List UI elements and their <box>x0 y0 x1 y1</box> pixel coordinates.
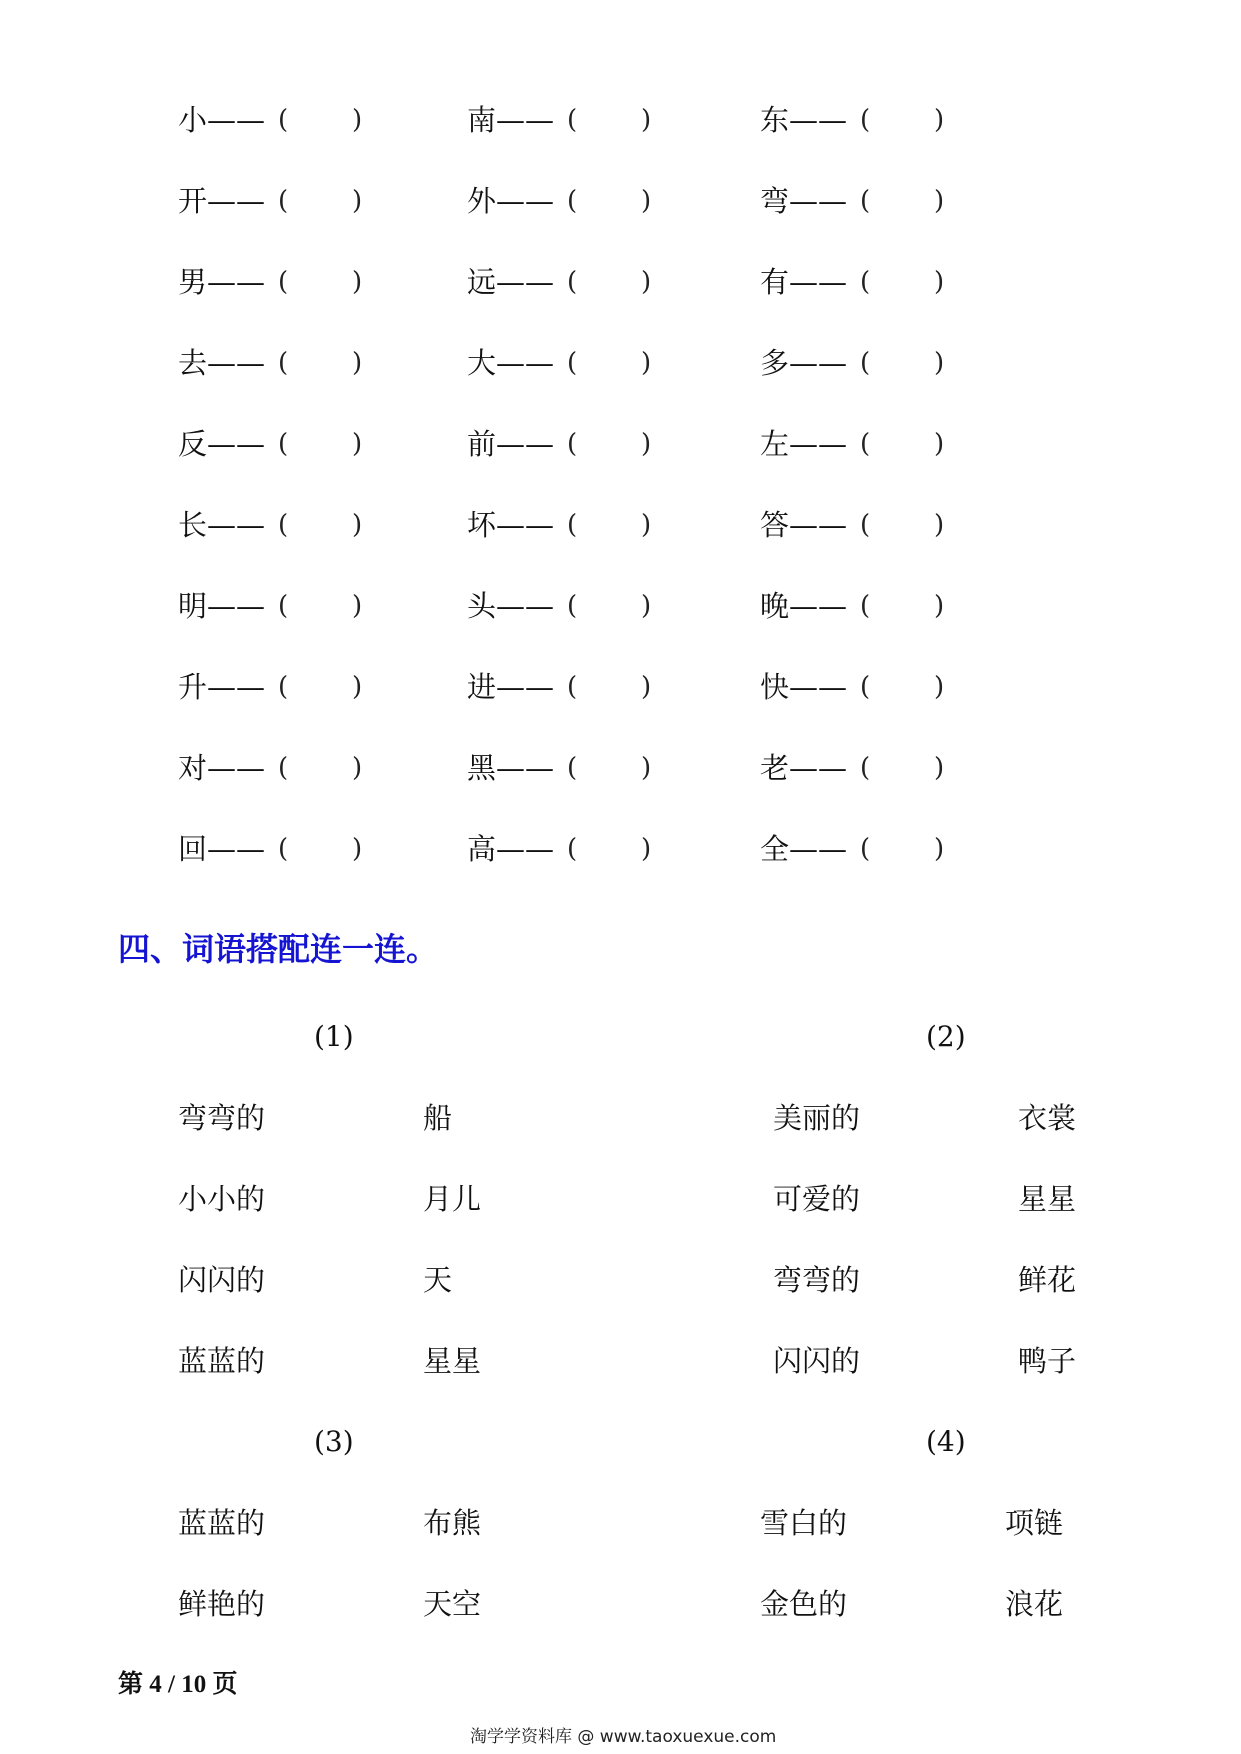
paren-close: ) <box>352 267 363 297</box>
paren-open: ( <box>278 591 289 621</box>
antonym-prompt: 对—— <box>178 751 266 785</box>
antonym-prompt: 老—— <box>760 751 848 785</box>
paren-open: ( <box>567 834 578 864</box>
antonym-prompt: 回—— <box>178 832 266 866</box>
paren-open: ( <box>860 267 871 297</box>
paren-close: ) <box>641 753 652 783</box>
antonym-prompt: 有—— <box>760 265 848 299</box>
paren-open: ( <box>860 105 871 135</box>
paren-close: ) <box>641 834 652 864</box>
paren-close: ) <box>641 186 652 216</box>
match-right-item: 鲜花 <box>1018 1263 1077 1297</box>
antonym-prompt: 远—— <box>467 265 555 299</box>
paren-close: ) <box>352 672 363 702</box>
group-label: (4) <box>926 1425 966 1458</box>
paren-open: ( <box>567 348 578 378</box>
match-right-item: 项链 <box>1005 1506 1064 1540</box>
paren-open: ( <box>567 510 578 540</box>
group-label: (1) <box>314 1020 354 1053</box>
paren-open: ( <box>278 834 289 864</box>
antonym-prompt: 长—— <box>178 508 266 542</box>
paren-open: ( <box>278 267 289 297</box>
site-watermark: 淘学学资料库 @ www.taoxuexue.com <box>470 1727 777 1747</box>
match-right-item: 衣裳 <box>1018 1101 1077 1135</box>
paren-open: ( <box>567 753 578 783</box>
group-label: (2) <box>926 1020 966 1053</box>
paren-open: ( <box>567 186 578 216</box>
antonym-prompt: 小—— <box>178 103 266 137</box>
match-right-item: 星星 <box>423 1344 482 1378</box>
paren-open: ( <box>278 672 289 702</box>
antonym-prompt: 全—— <box>760 832 848 866</box>
paren-open: ( <box>567 591 578 621</box>
antonym-prompt: 开—— <box>178 184 266 218</box>
paren-close: ) <box>641 510 652 540</box>
match-left-item: 鲜艳的 <box>178 1587 266 1621</box>
match-right-item: 布熊 <box>423 1506 482 1540</box>
paren-close: ) <box>352 591 363 621</box>
paren-open: ( <box>278 186 289 216</box>
paren-close: ) <box>352 105 363 135</box>
paren-close: ) <box>641 267 652 297</box>
paren-close: ) <box>352 510 363 540</box>
paren-open: ( <box>278 753 289 783</box>
paren-open: ( <box>860 753 871 783</box>
antonym-prompt: 答—— <box>760 508 848 542</box>
antonym-prompt: 左—— <box>760 427 848 461</box>
antonym-prompt: 高—— <box>467 832 555 866</box>
paren-open: ( <box>567 105 578 135</box>
paren-close: ) <box>641 105 652 135</box>
antonym-prompt: 升—— <box>178 670 266 704</box>
match-left-item: 美丽的 <box>773 1101 861 1135</box>
paren-open: ( <box>278 105 289 135</box>
antonym-prompt: 东—— <box>760 103 848 137</box>
paren-close: ) <box>934 591 945 621</box>
match-left-item: 金色的 <box>760 1587 848 1621</box>
paren-close: ) <box>641 429 652 459</box>
match-left-item: 可爱的 <box>773 1182 861 1216</box>
page-number: 第 4 / 10 页 <box>118 1671 238 1698</box>
antonym-prompt: 男—— <box>178 265 266 299</box>
paren-close: ) <box>934 267 945 297</box>
paren-close: ) <box>934 834 945 864</box>
paren-close: ) <box>934 672 945 702</box>
paren-open: ( <box>278 510 289 540</box>
antonym-prompt: 反—— <box>178 427 266 461</box>
paren-open: ( <box>860 348 871 378</box>
paren-close: ) <box>934 510 945 540</box>
antonym-prompt: 南—— <box>467 103 555 137</box>
match-left-item: 闪闪的 <box>773 1344 861 1378</box>
paren-open: ( <box>567 267 578 297</box>
antonym-prompt: 多—— <box>760 346 848 380</box>
match-left-item: 小小的 <box>178 1182 266 1216</box>
antonym-prompt: 去—— <box>178 346 266 380</box>
paren-close: ) <box>352 429 363 459</box>
paren-open: ( <box>860 834 871 864</box>
paren-close: ) <box>641 591 652 621</box>
match-left-item: 弯弯的 <box>178 1101 266 1135</box>
match-right-item: 浪花 <box>1005 1587 1064 1621</box>
paren-open: ( <box>278 348 289 378</box>
paren-open: ( <box>860 591 871 621</box>
antonym-prompt: 大—— <box>467 346 555 380</box>
paren-close: ) <box>641 348 652 378</box>
antonym-prompt: 黑—— <box>467 751 555 785</box>
paren-open: ( <box>860 510 871 540</box>
match-right-item: 船 <box>423 1101 453 1135</box>
antonym-prompt: 坏—— <box>467 508 555 542</box>
paren-close: ) <box>352 348 363 378</box>
section-heading: 四、词语搭配连一连。 <box>118 930 439 968</box>
paren-close: ) <box>641 672 652 702</box>
antonym-prompt: 弯—— <box>760 184 848 218</box>
antonym-prompt: 前—— <box>467 427 555 461</box>
match-right-item: 天空 <box>423 1587 482 1621</box>
antonym-prompt: 快—— <box>760 670 848 704</box>
antonym-prompt: 头—— <box>467 589 555 623</box>
paren-close: ) <box>934 429 945 459</box>
paren-open: ( <box>567 672 578 702</box>
paren-close: ) <box>934 186 945 216</box>
paren-close: ) <box>352 753 363 783</box>
paren-open: ( <box>567 429 578 459</box>
antonym-prompt: 晚—— <box>760 589 848 623</box>
match-right-item: 鸭子 <box>1018 1344 1077 1378</box>
match-left-item: 雪白的 <box>760 1506 848 1540</box>
match-right-item: 天 <box>423 1263 453 1297</box>
paren-open: ( <box>278 429 289 459</box>
paren-open: ( <box>860 186 871 216</box>
antonym-prompt: 明—— <box>178 589 266 623</box>
match-left-item: 弯弯的 <box>773 1263 861 1297</box>
paren-open: ( <box>860 429 871 459</box>
match-left-item: 闪闪的 <box>178 1263 266 1297</box>
match-right-item: 月儿 <box>423 1182 482 1216</box>
group-label: (3) <box>314 1425 354 1458</box>
paren-close: ) <box>352 186 363 216</box>
paren-open: ( <box>860 672 871 702</box>
antonym-prompt: 外—— <box>467 184 555 218</box>
match-left-item: 蓝蓝的 <box>178 1506 266 1540</box>
paren-close: ) <box>934 753 945 783</box>
paren-close: ) <box>352 834 363 864</box>
match-right-item: 星星 <box>1018 1182 1077 1216</box>
match-left-item: 蓝蓝的 <box>178 1344 266 1378</box>
paren-close: ) <box>934 105 945 135</box>
paren-close: ) <box>934 348 945 378</box>
antonym-prompt: 进—— <box>467 670 555 704</box>
